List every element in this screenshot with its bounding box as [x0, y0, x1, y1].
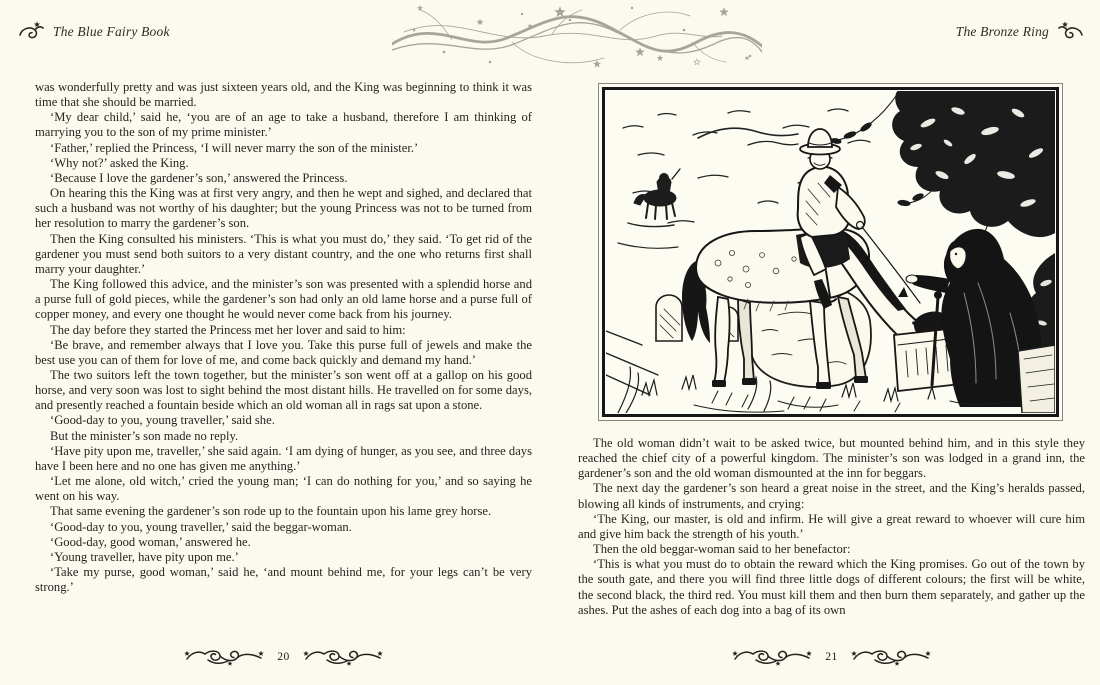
paragraph: was wonderfully pretty and was just sixteen years old, and the King was beginning to think it was time that she should be married. [35, 80, 532, 110]
right-page [578, 83, 1085, 618]
paragraph: ‘Why not?’ asked the King. [50, 155, 189, 170]
paragraph: The King followed this advice, and the minister’s son was presented with a splendid horse and a purse full of gold pieces, while the gardener’s son had only an old lame horse and a purse full of copper money, and every one thought he would never come back from his journey. [35, 277, 532, 322]
swirl-star-icon [1058, 20, 1084, 44]
story-illustration [598, 83, 1063, 421]
left-page [35, 80, 532, 595]
paragraph: ‘Good-day, good woman,’ answered he. [50, 534, 251, 549]
running-head-left [18, 20, 170, 44]
swirl-star-icon [18, 20, 44, 44]
paragraph: ‘This is what you must do to obtain the reward which the King promises. Go out of the town by the south gate, and there you will find three little dogs of different colours; the first will be white, the second black, the third red. You must kill them and then burn them separately, and gather up the ashes. Put the ashes of each dog into a bag of its own [578, 557, 1085, 617]
running-head-right [956, 20, 1084, 44]
scroll-flourish-icon [184, 647, 264, 667]
scroll-flourish-icon [732, 647, 812, 667]
paragraph: Then the King consulted his ministers. ‘This is what you must do,’ they said. ‘To get rid of the gardener you must send both suitors to a very distant country, and the one who returns first shall marry your daughter.’ [35, 231, 532, 276]
chapter-title: The Bronze Ring [955, 24, 1049, 39]
header-center-flourish [392, 0, 762, 72]
paragraph: ‘Good-day to you, young traveller,’ said the beggar-woman. [50, 519, 352, 534]
paragraph: ‘Let me alone, old witch,’ cried the young man; ‘I can do nothing for you,’ and so saying he went on his way. [35, 474, 532, 504]
paragraph: ‘The King, our master, is old and infirm. He will give a great reward to whoever will cure him and give him back the strength of his youth.’ [578, 511, 1085, 541]
paragraph: The day before they started the Princess met her lover and said to him: [50, 322, 406, 337]
page-number-right: 21 [825, 651, 838, 663]
paragraph: The next day the gardener’s son heard a great noise in the street, and the King’s heralds passed, blowing all kinds of instruments, and crying: [578, 481, 1085, 511]
paragraph: ‘My dear child,’ said he, ‘you are of an age to take a husband, therefore I am thinking of marrying you to the son of my prime minister.’ [35, 110, 532, 140]
scroll-flourish-icon [303, 647, 383, 667]
paragraph: ‘Father,’ replied the Princess, ‘I will never marry the son of the minister.’ [50, 140, 419, 155]
left-page-footer [35, 646, 532, 668]
paragraph: That same evening the gardener’s son rode up to the fountain upon his lame grey horse. [50, 504, 492, 519]
paragraph: ‘Be brave, and remember always that I love you. Take this purse full of jewels and make the best use you can of them for love of me, and come back quickly and demand my hand.’ [35, 337, 532, 367]
left-page-text [35, 80, 532, 595]
paragraph: ‘Because I love the gardener’s son,’ answered the Princess. [50, 170, 348, 185]
paragraph: On hearing this the King was at first very angry, and then he wept and sighed, and declared that such a husband was not worthy of his daughter; but the young Princess was not to be turned from her resolution to marry the gardener’s son. [35, 186, 532, 231]
paragraph: But the minister’s son made no reply. [50, 428, 239, 443]
paragraph: ‘Young traveller, have pity upon me.’ [50, 549, 239, 564]
page-number-left: 20 [277, 651, 290, 663]
book-title: The Blue Fairy Book [53, 24, 170, 39]
paragraph: The two suitors left the town together, but the minister’s son went off at a gallop on his good horse, and very soon was lost to sight behind the most distant hills. He travelled on for some days, and presently reached a fountain beside which an old woman all in rags sat upon a stone. [35, 367, 532, 413]
scroll-flourish-icon [851, 647, 931, 667]
ribbon-stars-flourish-icon [392, 0, 762, 72]
right-page-footer [578, 646, 1085, 668]
paragraph: Then the old beggar-woman said to her benefactor: [593, 542, 851, 557]
paragraph: ‘Have pity upon me, traveller,’ she said again. ‘I am dying of hunger, as you see, and three days have I been here and no one has given me anything.’ [35, 443, 532, 473]
paragraph: ‘Take my purse, good woman,’ said he, ‘and mount behind me, for your legs can’t be very strong.’ [35, 565, 532, 595]
right-page-text [578, 436, 1085, 618]
paragraph: The old woman didn’t wait to be asked twice, but mounted behind him, and in this style they reached the chief city of a powerful kingdom. The minister’s son was lodged in a grand inn, the gardener’s son and the old woman dismounted at the inn for beggars. [578, 436, 1085, 481]
paragraph: ‘Good-day to you, young traveller,’ said she. [50, 413, 275, 428]
